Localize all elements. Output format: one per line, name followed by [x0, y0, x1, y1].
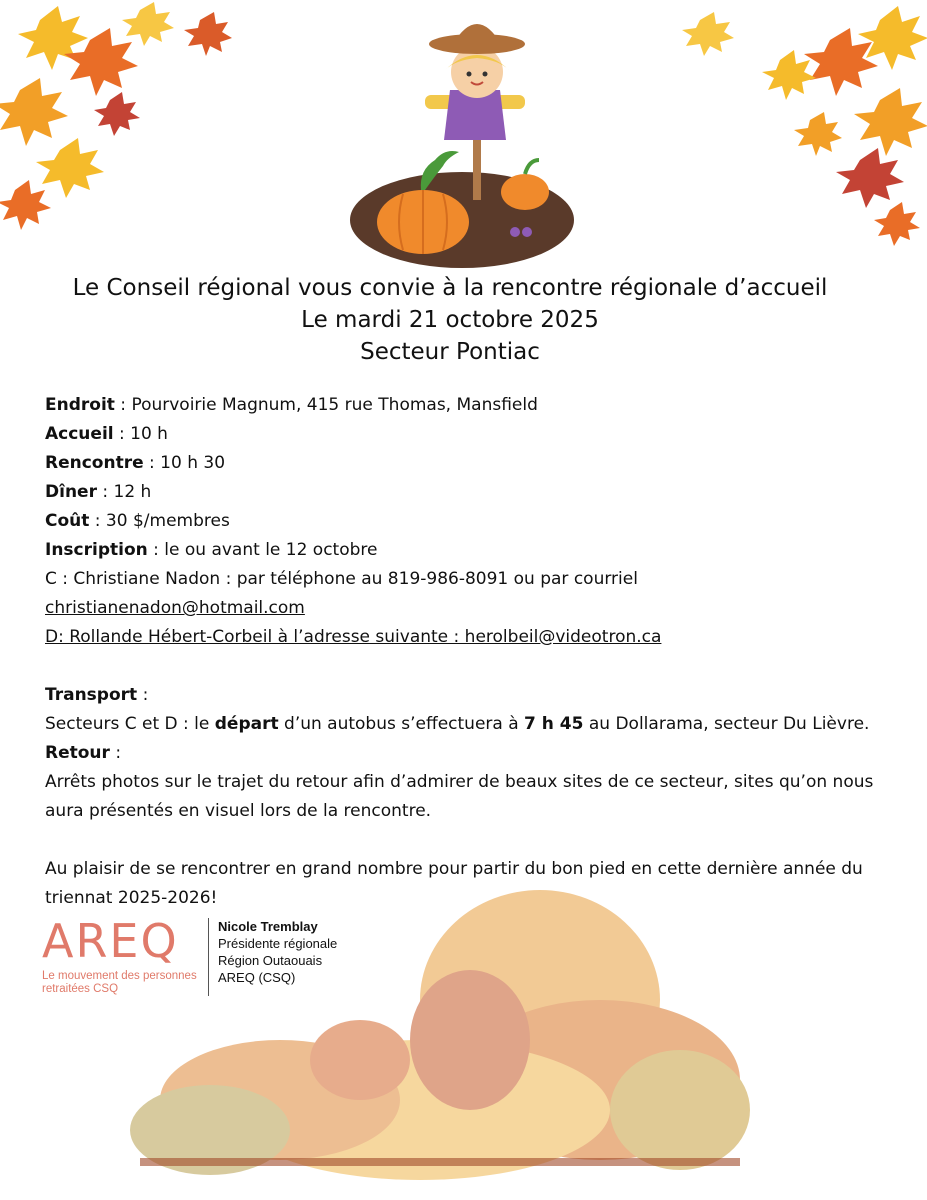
signature-name: Nicole Tremblay	[218, 919, 318, 934]
contact-d-email-link[interactable]: D: Rollande Hébert-Corbeil à l’adresse suivante : herolbeil@videotron.ca	[45, 627, 662, 647]
detail-diner: Dîner : 12 h	[45, 482, 152, 502]
transport-text: Secteurs C et D : le départ d’un autobus s’effectuera à 7 h 45 au Dollarama, secteur Du Lièvre.	[45, 714, 870, 734]
heading-sector: Secteur Pontiac	[360, 339, 540, 365]
detail-accueil: Accueil : 10 h	[45, 424, 168, 444]
maple-leaves-left-icon	[0, 0, 260, 260]
signature-title: Présidente régionale	[218, 936, 338, 951]
detail-cout: Coût : 30 $/membres	[45, 511, 230, 531]
contact-c: C : Christiane Nadon : par téléphone au 819-986-8091 ou par courriel	[45, 569, 638, 589]
heading-line-1: Le Conseil régional vous convie à la rencontre régionale d’accueil	[72, 275, 828, 301]
detail-rencontre: Rencontre : 10 h 30	[45, 453, 226, 473]
retour-heading: Retour :	[45, 743, 122, 763]
contact-c-email-link[interactable]: christianenadon@hotmail.com	[45, 598, 305, 618]
closing-text: Au plaisir de se rencontrer en grand nombre pour partir du bon pied en cette dernière année du triennat 2025-2026!	[45, 859, 863, 908]
scarecrow-pumpkins-icon	[345, 10, 580, 270]
logo-divider	[208, 918, 209, 996]
invitation-heading	[0, 272, 900, 368]
retour-text: Arrêts photos sur le trajet du retour afin d’admirer de beaux sites de ce secteur, sites qu’on nous aura présentés en visuel lors de la rencontre.	[45, 772, 874, 821]
logo-tagline: Le mouvement des personnes retraitées CSQ	[42, 970, 197, 995]
signature-org: AREQ (CSQ)	[218, 970, 296, 985]
event-details	[45, 391, 905, 913]
detail-inscription: Inscription : le ou avant le 12 octobre	[45, 540, 378, 560]
logo-wordmark: AREQ	[42, 914, 179, 968]
detail-endroit: Endroit : Pourvoirie Magnum, 415 rue Thomas, Mansfield	[45, 395, 538, 415]
signature-region: Région Outaouais	[218, 953, 323, 968]
maple-leaves-right-icon	[640, 0, 927, 280]
transport-heading: Transport :	[45, 685, 149, 705]
signature-block	[218, 918, 337, 986]
areq-logo	[42, 914, 217, 996]
heading-date: Le mardi 21 octobre 2025	[301, 307, 599, 333]
